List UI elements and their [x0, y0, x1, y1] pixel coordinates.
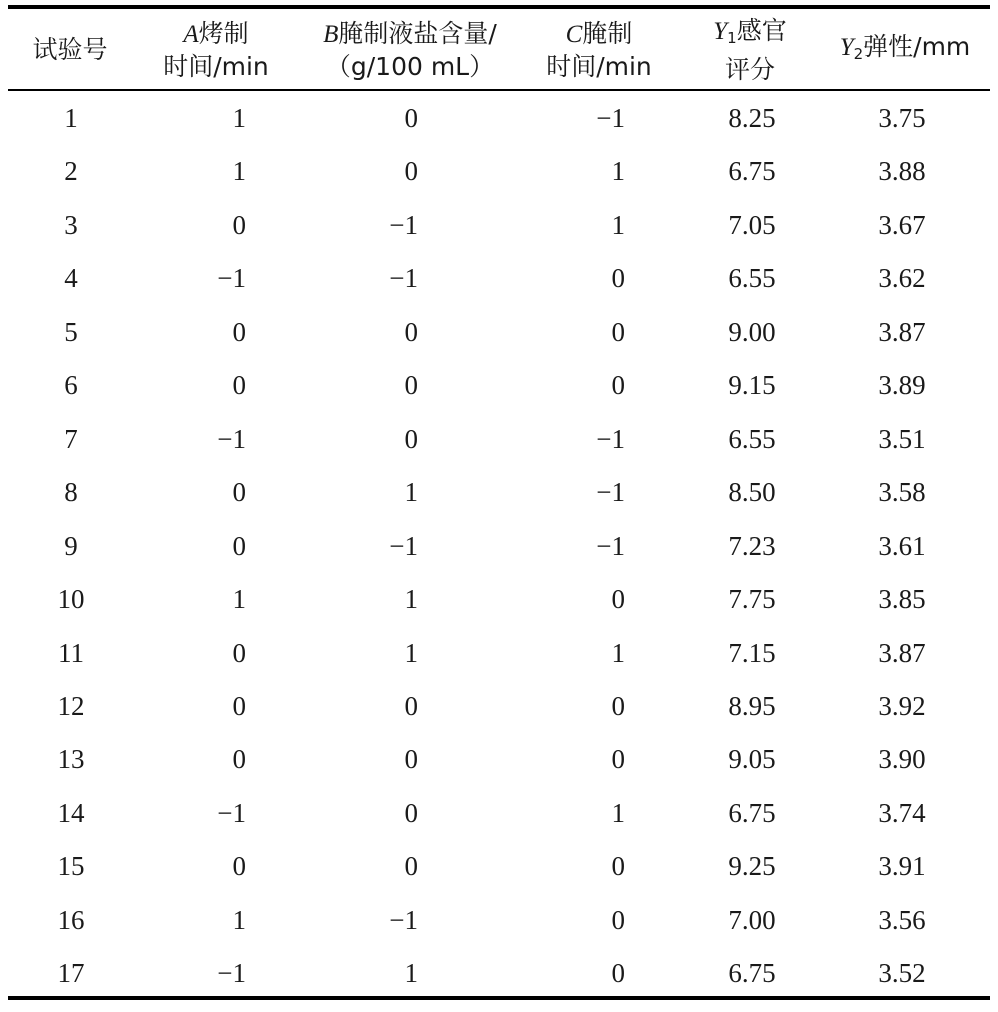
trial-number-cell: 10	[57, 584, 85, 615]
roasting-time-cell: 1	[232, 584, 246, 615]
roasting-time-cell: 0	[232, 209, 246, 240]
marinating-time-cell: 0	[611, 851, 625, 882]
sensory-score-cell: 7.15	[728, 637, 776, 668]
header-c-unit: 时间/min	[546, 51, 652, 81]
marinating-time-cell: 0	[611, 263, 625, 294]
sensory-score-cell: 9.05	[728, 744, 776, 775]
trial-number-cell: 7	[64, 423, 78, 454]
marinating-time-cell: 1	[611, 797, 625, 828]
elasticity-cell: 3.52	[878, 958, 926, 989]
salt-content-cell: 1	[404, 958, 418, 989]
trial-number-cell: 2	[64, 156, 78, 187]
sensory-score-cell: 6.75	[728, 958, 776, 989]
roasting-time-cell: −1	[217, 423, 246, 454]
trial-number-cell: 13	[57, 744, 85, 775]
header-y2-subscript: 2	[853, 44, 864, 63]
marinating-time-cell: −1	[596, 423, 625, 454]
trial-number-cell: 11	[58, 637, 84, 668]
sensory-score-cell: 6.55	[728, 423, 776, 454]
header-y1-subscript: 1	[727, 28, 737, 47]
elasticity-cell: 3.88	[878, 156, 926, 187]
header-roasting-time	[148, 14, 284, 86]
marinating-time-cell: 0	[611, 744, 625, 775]
table-bottom-rule	[8, 996, 990, 1000]
trial-number-cell: 1	[64, 103, 78, 133]
sensory-score-cell: 8.50	[728, 477, 776, 508]
salt-content-cell: 0	[404, 103, 418, 133]
salt-content-cell: 1	[404, 584, 418, 615]
roasting-time-cell: 0	[232, 530, 246, 561]
sensory-score-cell: 9.25	[728, 851, 776, 882]
salt-content-cell: 0	[404, 690, 418, 721]
marinating-time-cell: 0	[611, 370, 625, 401]
trial-number-cell: 3	[64, 209, 78, 240]
elasticity-cell: 3.75	[878, 103, 926, 133]
sensory-score-cell: 7.00	[728, 904, 776, 935]
roasting-time-cell: −1	[217, 958, 246, 989]
roasting-time-cell: 1	[232, 904, 246, 935]
header-a-label: 烤制	[198, 18, 249, 48]
roasting-time-cell: 0	[232, 744, 246, 775]
marinating-time-cell: 1	[611, 209, 625, 240]
roasting-time-cell: 0	[232, 316, 246, 347]
sensory-score-cell: 9.00	[728, 316, 776, 347]
elasticity-cell: 3.87	[878, 316, 926, 347]
header-b-label: 腌制液盐含量/	[338, 18, 497, 48]
salt-content-cell: 0	[404, 423, 418, 454]
sensory-score-cell: 6.75	[728, 797, 776, 828]
header-c-variable: C	[565, 20, 583, 48]
roasting-time-cell: 0	[232, 690, 246, 721]
sensory-score-cell: 9.15	[728, 370, 776, 401]
salt-content-cell: 1	[404, 637, 418, 668]
salt-content-cell: −1	[389, 904, 418, 935]
salt-content-cell: 0	[404, 156, 418, 187]
marinating-time-cell: 0	[611, 904, 625, 935]
roasting-time-cell: −1	[217, 797, 246, 828]
elasticity-cell: 3.67	[878, 209, 926, 240]
salt-content-cell: −1	[389, 263, 418, 294]
header-a-variable: A	[183, 20, 199, 48]
elasticity-cell: 3.58	[878, 477, 926, 508]
elasticity-cell: 3.90	[878, 744, 926, 775]
trial-number-cell: 9	[64, 530, 78, 561]
roasting-time-cell: 0	[232, 477, 246, 508]
sensory-score-cell: 6.55	[728, 263, 776, 294]
header-elasticity	[820, 14, 990, 86]
elasticity-cell: 3.74	[878, 797, 926, 828]
marinating-time-cell: −1	[596, 530, 625, 561]
sensory-score-cell: 7.23	[728, 530, 776, 561]
header-b-unit: （g/100 mL）	[325, 51, 495, 81]
salt-content-cell: 0	[404, 744, 418, 775]
sensory-score-cell: 8.95	[728, 690, 776, 721]
trial-number-cell: 15	[57, 851, 85, 882]
trial-number-cell: 4	[64, 263, 78, 294]
trial-number-cell: 6	[64, 370, 78, 401]
trial-number-cell: 16	[57, 904, 85, 935]
header-y1-label-line2: 评分	[724, 54, 775, 84]
elasticity-cell: 3.56	[878, 904, 926, 935]
sensory-score-cell: 6.75	[728, 156, 776, 187]
sensory-score-cell: 7.05	[728, 209, 776, 240]
marinating-time-cell: 1	[611, 637, 625, 668]
header-y1-variable: Y	[713, 17, 728, 45]
roasting-time-cell: 1	[232, 156, 246, 187]
roasting-time-cell: −1	[217, 263, 246, 294]
header-trial-number	[10, 14, 130, 86]
elasticity-cell: 3.85	[878, 584, 926, 615]
salt-content-cell: 1	[404, 477, 418, 508]
roasting-time-cell: 0	[232, 637, 246, 668]
header-y2-variable: Y	[839, 33, 854, 61]
header-y1-label: 感官	[736, 15, 787, 45]
salt-content-cell: −1	[389, 209, 418, 240]
table-header-rule	[8, 89, 990, 91]
elasticity-cell: 3.87	[878, 637, 926, 668]
marinating-time-cell: −1	[596, 103, 625, 133]
roasting-time-cell: 0	[232, 851, 246, 882]
marinating-time-cell: 0	[611, 958, 625, 989]
salt-content-cell: 0	[404, 370, 418, 401]
salt-content-cell: 0	[404, 851, 418, 882]
elasticity-cell: 3.62	[878, 263, 926, 294]
salt-content-cell: 0	[404, 316, 418, 347]
header-y2-label: 弹性/mm	[863, 31, 971, 61]
header-b-variable: B	[323, 20, 339, 48]
trial-number-cell: 8	[64, 477, 78, 508]
marinating-time-cell: 0	[611, 316, 625, 347]
marinating-time-cell: 0	[611, 584, 625, 615]
trial-number-cell: 12	[57, 690, 85, 721]
elasticity-cell: 3.89	[878, 370, 926, 401]
sensory-score-cell: 7.75	[728, 584, 776, 615]
marinating-time-cell: 0	[611, 690, 625, 721]
trial-number-cell: 14	[57, 797, 85, 828]
header-a-unit: 时间/min	[163, 51, 269, 81]
header-sensory-score	[690, 14, 810, 86]
salt-content-cell: 0	[404, 797, 418, 828]
trial-number-cell: 17	[57, 958, 85, 989]
salt-content-cell: −1	[389, 530, 418, 561]
elasticity-cell: 3.51	[878, 423, 926, 454]
marinating-time-cell: −1	[596, 477, 625, 508]
sensory-score-cell: 8.25	[728, 103, 776, 133]
roasting-time-cell: 0	[232, 370, 246, 401]
header-marinade-salt	[296, 14, 524, 86]
marinating-time-cell: 1	[611, 156, 625, 187]
roasting-time-cell: 1	[232, 103, 246, 133]
header-trial-number-label: 试验号	[32, 35, 108, 64]
header-marinating-time	[530, 14, 668, 86]
trial-number-cell: 5	[64, 316, 78, 347]
header-c-label: 腌制	[582, 18, 633, 48]
elasticity-cell: 3.61	[878, 530, 926, 561]
elasticity-cell: 3.92	[878, 690, 926, 721]
table-top-rule	[8, 5, 990, 9]
elasticity-cell: 3.91	[878, 851, 926, 882]
